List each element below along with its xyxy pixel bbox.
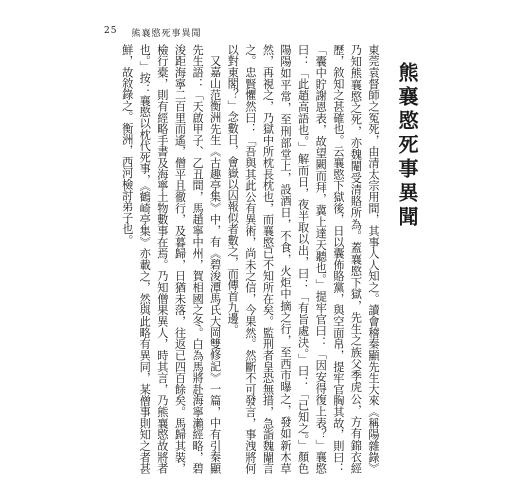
page-body: [100, 44, 422, 474]
running-header: [104, 26, 201, 39]
article-title: 熊襄愍死事異聞: [395, 62, 419, 230]
paragraph-2: 又嘉山范衡洲先生《古趣亭集》中，有《碧浚潭馬氏大岡雙修記》一篇，中有引秦顯先生語：「天啟甲子、乙丑間，馬趙寧中州，賀相國之冬。白為馬將赴海寧瀨經略，碧浚距海寧二百里而遙，僧平且徹行，及暮歸，日猶未落，往返已四百餘矣。馬歸其裝，檢行橐，則有經略手書及海寧土物數事在焉。乃知僧果異人，時其言，乃熊襄愍故將者也。」按：襄愍以枕代死事，《鶴崎亭集》亦載之，然與此略有異同，某僧事則知之者甚鮮，故敘錄之。衡洲，西河檢討弟子也。: [120, 44, 222, 474]
article-body: [118, 44, 382, 474]
paragraph-1: 東莞袁督師之冤死，由清太宗用間，其事人人知之。讀會稽秦顯先生大來《稱陽雜錄》乃知熊襄愍之死，亦魏閹受清賂所為。蓋襄愍下獄，先生之族父季虎公，方有錦衣經歷，敘知之甚確也。云襄愍下獄後，日以囊佈賂黨，與空面帛，提牢官胸其故，則曰：「囊中貯謝恩表，故望闕而拜，冀上達天聽也。」提牢官曰：「因安得復上表？」襄愍曰：「此趙高語也。」解而日，夜半取以出，曰：「有旨處決。」曰：「已知之。」顏色陽陽如平常，至刑部堂上，設酒日，不食，火炬中摘之行，至西市曝之，發如新木草然，再視之，乃獄中所枕長枕也，而襄愍已不知所在矣。監刑者皇恐無措，急詣魏閹言之。忠賢懼然曰：「吾與其此公有異術，尚未之信，今果然。然斷不可發言，事洩將何以對東閣？」念數日，會嶽以囚報似者數之，而傳首九邊。: [226, 44, 380, 474]
page-number: 25: [104, 26, 118, 36]
running-title: 熊襄愍死事異聞: [131, 29, 202, 39]
